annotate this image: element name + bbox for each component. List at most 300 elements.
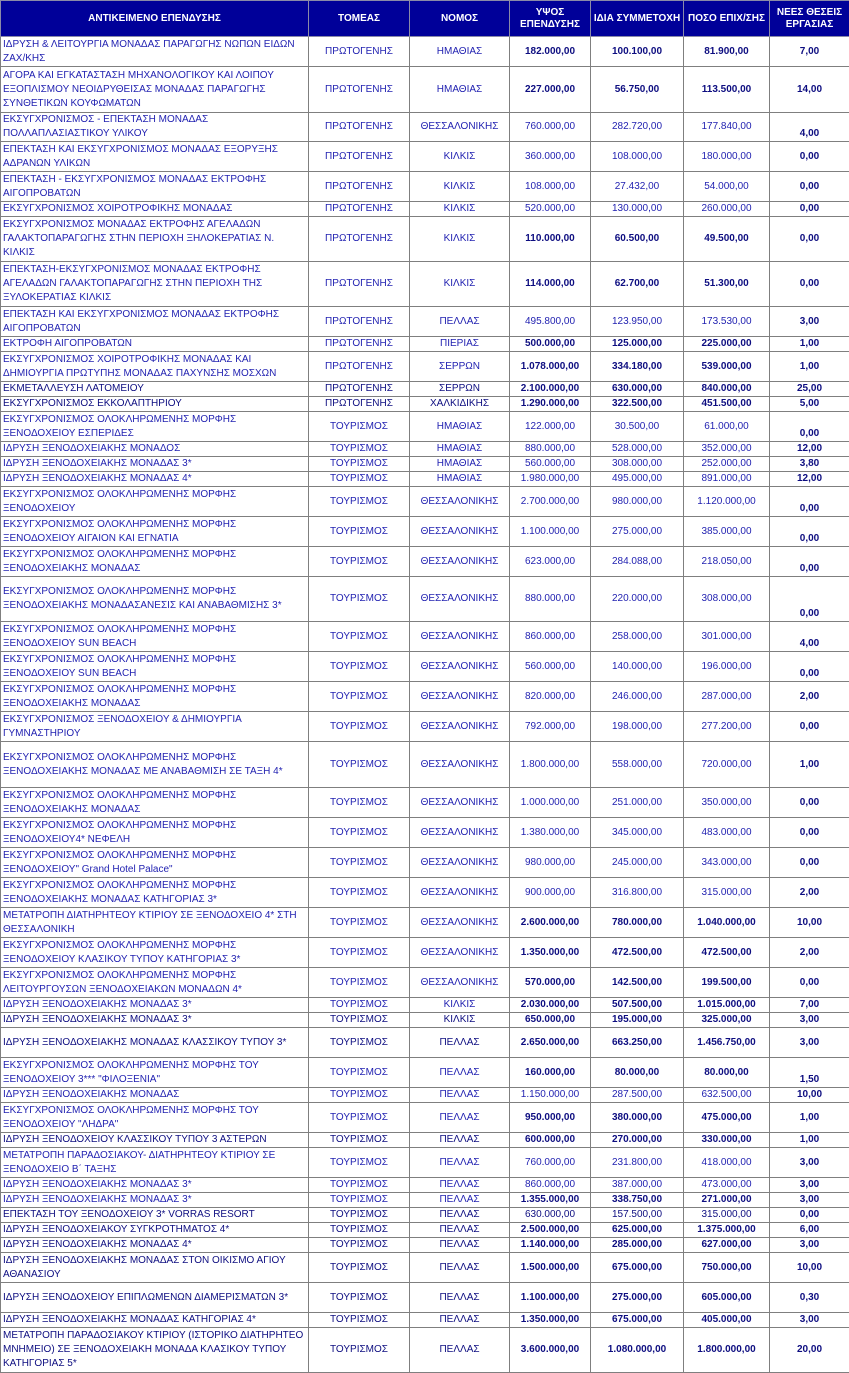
- sector-cell: ΠΡΩΤΟΓΕΝΗΣ: [309, 172, 410, 202]
- new-jobs-cell: 3,00: [770, 1178, 849, 1193]
- investment-amount-cell: 560.000,00: [510, 652, 591, 682]
- prefecture-cell: ΠΕΛΛΑΣ: [410, 1088, 510, 1103]
- investment-amount-cell: 160.000,00: [510, 1058, 591, 1088]
- investment-amount-cell: 1.100.000,00: [510, 517, 591, 547]
- grant-amount-cell: 405.000,00: [684, 1313, 770, 1328]
- investment-title: ΕΚΣΥΓΧΡΟΝΙΣΜΟΣ ΟΛΟΚΛΗΡΩΜΕΝΗΣ ΜΟΡΦΗΣ ΞΕΝΟΔΟΧΕΙΟΥ SUN BEACH: [1, 652, 309, 682]
- new-jobs-cell: 1,00: [770, 337, 849, 352]
- new-jobs-cell: 0,00: [770, 712, 849, 742]
- prefecture-cell: ΗΜΑΘΙΑΣ: [410, 67, 510, 113]
- prefecture-cell: ΠΙΕΡΙΑΣ: [410, 337, 510, 352]
- table-row: [1, 142, 849, 172]
- sector-cell: ΤΟΥΡΙΣΜΟΣ: [309, 1058, 410, 1088]
- prefecture-cell: ΠΕΛΛΑΣ: [410, 1193, 510, 1208]
- prefecture-cell: ΠΕΛΛΑΣ: [410, 1028, 510, 1058]
- sector-cell: ΤΟΥΡΙΣΜΟΣ: [309, 1223, 410, 1238]
- sector-cell: ΤΟΥΡΙΣΜΟΣ: [309, 577, 410, 622]
- prefecture-cell: ΚΙΛΚΙΣ: [410, 1013, 510, 1028]
- new-jobs-cell: 4,00: [770, 622, 849, 652]
- sector-cell: ΠΡΩΤΟΓΕΝΗΣ: [309, 142, 410, 172]
- prefecture-cell: ΣΕΡΡΩΝ: [410, 382, 510, 397]
- sector-cell: ΤΟΥΡΙΣΜΟΣ: [309, 1103, 410, 1133]
- investment-title: ΕΚΣΥΓΧΡΟΝΙΣΜΟΣ ΟΛΟΚΛΗΡΩΜΕΝΗΣ ΜΟΡΦΗΣ ΤΟΥ ΞΕΝΟΔΟΧΕΙΟΥ 3*** "ΦΙΛΟΞΕΝΙΑ": [1, 1058, 309, 1088]
- table-row: [1, 487, 849, 517]
- investment-amount-cell: 1.140.000,00: [510, 1238, 591, 1253]
- sector-cell: ΤΟΥΡΙΣΜΟΣ: [309, 1088, 410, 1103]
- table-row: [1, 1193, 849, 1208]
- own-contribution-cell: 780.000,00: [591, 908, 684, 938]
- table-row: [1, 1238, 849, 1253]
- prefecture-cell: ΠΕΛΛΑΣ: [410, 1313, 510, 1328]
- prefecture-cell: ΠΕΛΛΑΣ: [410, 1178, 510, 1193]
- investment-amount-cell: 495.800,00: [510, 307, 591, 337]
- investment-amount-cell: 630.000,00: [510, 1208, 591, 1223]
- new-jobs-cell: 0,00: [770, 652, 849, 682]
- own-contribution-cell: 246.000,00: [591, 682, 684, 712]
- investment-title: ΕΚΣΥΓΧΡΟΝΙΣΜΟΣ - ΕΠΕΚΤΑΣΗ ΜΟΝΑΔΑΣ ΠΟΛΛΑΠΛΑΣΙΑΣΤΙΚΟΥ ΥΛΙΚΟΥ: [1, 113, 309, 142]
- own-contribution-cell: 334.180,00: [591, 352, 684, 382]
- own-contribution-cell: 675.000,00: [591, 1313, 684, 1328]
- table-row: [1, 712, 849, 742]
- new-jobs-cell: 1,00: [770, 352, 849, 382]
- table-row: [1, 818, 849, 848]
- prefecture-cell: ΗΜΑΘΙΑΣ: [410, 442, 510, 457]
- grant-amount-cell: 61.000,00: [684, 412, 770, 442]
- sector-cell: ΠΡΩΤΟΓΕΝΗΣ: [309, 397, 410, 412]
- table-row: [1, 1313, 849, 1328]
- investment-amount-cell: 600.000,00: [510, 1133, 591, 1148]
- new-jobs-cell: 10,00: [770, 1088, 849, 1103]
- investment-amount-cell: 500.000,00: [510, 337, 591, 352]
- new-jobs-cell: 0,30: [770, 1283, 849, 1313]
- grant-amount-cell: 330.000,00: [684, 1133, 770, 1148]
- sector-cell: ΤΟΥΡΙΣΜΟΣ: [309, 457, 410, 472]
- header-prefecture: ΝΟΜΟΣ: [410, 1, 510, 37]
- investment-amount-cell: 880.000,00: [510, 577, 591, 622]
- investment-amount-cell: 760.000,00: [510, 1148, 591, 1178]
- grant-amount-cell: 252.000,00: [684, 457, 770, 472]
- own-contribution-cell: 195.000,00: [591, 1013, 684, 1028]
- prefecture-cell: ΠΕΛΛΑΣ: [410, 307, 510, 337]
- investment-title: ΕΚΣΥΓΧΡΟΝΙΣΜΟΣ ΟΛΟΚΛΗΡΩΜΕΝΗΣ ΜΟΡΦΗΣ ΞΕΝΟΔΟΧΕΙΑΚΗΣ ΜΟΝΑΔΑΣ: [1, 788, 309, 818]
- new-jobs-cell: 0,00: [770, 577, 849, 622]
- grant-amount-cell: 80.000,00: [684, 1058, 770, 1088]
- own-contribution-cell: 60.500,00: [591, 217, 684, 262]
- table-row: [1, 113, 849, 142]
- sector-cell: ΠΡΩΤΟΓΕΝΗΣ: [309, 382, 410, 397]
- new-jobs-cell: 0,00: [770, 262, 849, 307]
- prefecture-cell: ΘΕΣΣΑΛΟΝΙΚΗΣ: [410, 848, 510, 878]
- investment-amount-cell: 900.000,00: [510, 878, 591, 908]
- investment-title: ΙΔΡΥΣΗ ΞΕΝΟΔΟΧΕΙΟΥ ΕΠΙΠΛΩΜΕΝΩΝ ΔΙΑΜΕΡΙΣΜΑΤΩΝ 3*: [1, 1283, 309, 1313]
- own-contribution-cell: 140.000,00: [591, 652, 684, 682]
- prefecture-cell: ΗΜΑΘΙΑΣ: [410, 37, 510, 67]
- sector-cell: ΤΟΥΡΙΣΜΟΣ: [309, 547, 410, 577]
- grant-amount-cell: 840.000,00: [684, 382, 770, 397]
- table-row: [1, 412, 849, 442]
- grant-amount-cell: 271.000,00: [684, 1193, 770, 1208]
- grant-amount-cell: 1.800.000,00: [684, 1328, 770, 1373]
- grant-amount-cell: 891.000,00: [684, 472, 770, 487]
- own-contribution-cell: 80.000,00: [591, 1058, 684, 1088]
- grant-amount-cell: 1.120.000,00: [684, 487, 770, 517]
- own-contribution-cell: 62.700,00: [591, 262, 684, 307]
- investment-amount-cell: 1.000.000,00: [510, 788, 591, 818]
- own-contribution-cell: 625.000,00: [591, 1223, 684, 1238]
- sector-cell: ΠΡΩΤΟΓΕΝΗΣ: [309, 67, 410, 113]
- investment-title: ΕΚΜΕΤΑΛΛΕΥΣΗ ΛΑΤΟΜΕΙΟΥ: [1, 382, 309, 397]
- own-contribution-cell: 528.000,00: [591, 442, 684, 457]
- investment-amount-cell: 560.000,00: [510, 457, 591, 472]
- grant-amount-cell: 475.000,00: [684, 1103, 770, 1133]
- grant-amount-cell: 260.000,00: [684, 202, 770, 217]
- investment-amount-cell: 1.078.000,00: [510, 352, 591, 382]
- investment-title: ΙΔΡΥΣΗ ΞΕΝΟΔΟΧΕΙΑΚΗΣ ΜΟΝΑΔΑΣ 3*: [1, 1178, 309, 1193]
- own-contribution-cell: 630.000,00: [591, 382, 684, 397]
- sector-cell: ΤΟΥΡΙΣΜΟΣ: [309, 1178, 410, 1193]
- grant-amount-cell: 539.000,00: [684, 352, 770, 382]
- prefecture-cell: ΗΜΑΘΙΑΣ: [410, 457, 510, 472]
- grant-amount-cell: 1.015.000,00: [684, 998, 770, 1013]
- own-contribution-cell: 125.000,00: [591, 337, 684, 352]
- own-contribution-cell: 558.000,00: [591, 742, 684, 788]
- own-contribution-cell: 380.000,00: [591, 1103, 684, 1133]
- investment-amount-cell: 108.000,00: [510, 172, 591, 202]
- investment-amount-cell: 122.000,00: [510, 412, 591, 442]
- new-jobs-cell: 2,00: [770, 682, 849, 712]
- sector-cell: ΠΡΩΤΟΓΕΝΗΣ: [309, 113, 410, 142]
- new-jobs-cell: 3,00: [770, 1313, 849, 1328]
- investment-title: ΕΠΕΚΤΑΣΗ ΚΑΙ ΕΚΣΥΓΧΡΟΝΙΣΜΟΣ ΜΟΝΑΔΑΣ ΕΞΟΡΥΞΗΣ ΑΔΡΑΝΩΝ ΥΛΙΚΩΝ: [1, 142, 309, 172]
- new-jobs-cell: 3,00: [770, 1148, 849, 1178]
- investment-title: ΕΚΣΥΓΧΡΟΝΙΣΜΟΣ ΟΛΟΚΛΗΡΩΜΕΝΗΣ ΜΟΡΦΗΣ ΞΕΝΟΔΟΧΕΙΟΥ ΑΙΓΑΙΟΝ ΚΑΙ ΕΓΝΑΤΙΑ: [1, 517, 309, 547]
- prefecture-cell: ΚΙΛΚΙΣ: [410, 172, 510, 202]
- table-row: [1, 457, 849, 472]
- table-row: [1, 622, 849, 652]
- sector-cell: ΤΟΥΡΙΣΜΟΣ: [309, 968, 410, 998]
- investment-title: ΜΕΤΑΤΡΟΠΗ ΠΑΡΑΔΟΣΙΑΚΟΥ ΚΤΙΡΙΟΥ (ΙΣΤΟΡΙΚΟ ΔΙΑΤΗΡΗΤΕΟ ΜΝΗΜΕΙΟ) ΣΕ ΞΕΝΟΔΟΧΕΙΑΚΗ ΜΟΝΑΔΑ ΚΛΑΣΙΚΟΥ ΤΥΠΟΥ ΚΑΤΗΓΟΡΙΑΣ 5*: [1, 1328, 309, 1373]
- table-row: [1, 202, 849, 217]
- prefecture-cell: ΠΕΛΛΑΣ: [410, 1328, 510, 1373]
- grant-amount-cell: 54.000,00: [684, 172, 770, 202]
- grant-amount-cell: 1.040.000,00: [684, 908, 770, 938]
- prefecture-cell: ΘΕΣΣΑΛΟΝΙΚΗΣ: [410, 938, 510, 968]
- table-row: [1, 1148, 849, 1178]
- table-row: [1, 1223, 849, 1238]
- investment-amount-cell: 980.000,00: [510, 848, 591, 878]
- prefecture-cell: ΘΕΣΣΑΛΟΝΙΚΗΣ: [410, 682, 510, 712]
- investment-amount-cell: 950.000,00: [510, 1103, 591, 1133]
- new-jobs-cell: 0,00: [770, 487, 849, 517]
- investment-title: ΕΚΣΥΓΧΡΟΝΙΣΜΟΣ ΕΚΚΟΛΑΠΤΗΡΙΟΥ: [1, 397, 309, 412]
- table-row: [1, 1088, 849, 1103]
- investment-amount-cell: 520.000,00: [510, 202, 591, 217]
- own-contribution-cell: 284.088,00: [591, 547, 684, 577]
- own-contribution-cell: 472.500,00: [591, 938, 684, 968]
- own-contribution-cell: 220.000,00: [591, 577, 684, 622]
- investment-title: ΙΔΡΥΣΗ ΞΕΝΟΔΟΧΕΙΑΚΗΣ ΜΟΝΑΔΑΣ 3*: [1, 998, 309, 1013]
- prefecture-cell: ΠΕΛΛΑΣ: [410, 1058, 510, 1088]
- investment-title: ΕΠΕΚΤΑΣΗ ΚΑΙ ΕΚΣΥΓΧΡΟΝΙΣΜΟΣ ΜΟΝΑΔΑΣ ΕΚΤΡΟΦΗΣ ΑΙΓΟΠΡΟΒΑΤΩΝ: [1, 307, 309, 337]
- sector-cell: ΠΡΩΤΟΓΕΝΗΣ: [309, 337, 410, 352]
- sector-cell: ΤΟΥΡΙΣΜΟΣ: [309, 908, 410, 938]
- prefecture-cell: ΣΕΡΡΩΝ: [410, 352, 510, 382]
- own-contribution-cell: 287.500,00: [591, 1088, 684, 1103]
- investment-amount-cell: 1.500.000,00: [510, 1253, 591, 1283]
- table-row: [1, 352, 849, 382]
- new-jobs-cell: 1,00: [770, 1103, 849, 1133]
- own-contribution-cell: 27.432,00: [591, 172, 684, 202]
- prefecture-cell: ΠΕΛΛΑΣ: [410, 1103, 510, 1133]
- investment-amount-cell: 1.100.000,00: [510, 1283, 591, 1313]
- sector-cell: ΤΟΥΡΙΣΜΟΣ: [309, 1283, 410, 1313]
- sector-cell: ΤΟΥΡΙΣΜΟΣ: [309, 1238, 410, 1253]
- own-contribution-cell: 231.800,00: [591, 1148, 684, 1178]
- own-contribution-cell: 338.750,00: [591, 1193, 684, 1208]
- sector-cell: ΤΟΥΡΙΣΜΟΣ: [309, 998, 410, 1013]
- investment-title: ΙΔΡΥΣΗ & ΛΕΙΤΟΥΡΓΙΑ ΜΟΝΑΔΑΣ ΠΑΡΑΓΩΓΗΣ ΝΩΠΩΝ ΕΙΔΩΝ ΖΑΧ/ΚΗΣ: [1, 37, 309, 67]
- table-row: [1, 1013, 849, 1028]
- investment-title: ΕΚΣΥΓΧΡΟΝΙΣΜΟΣ ΟΛΟΚΛΗΡΩΜΕΝΗΣ ΜΟΡΦΗΣ ΞΕΝΟΔΟΧΕΙΑΚΗΣ ΜΟΝΑΔΑΣ ΚΑΤΗΓΟΡΙΑΣ 3*: [1, 878, 309, 908]
- investment-amount-cell: 880.000,00: [510, 442, 591, 457]
- header-own-contribution: ΙΔΙΑ ΣΥΜΜΕΤΟΧΗ: [591, 1, 684, 37]
- grant-amount-cell: 277.200,00: [684, 712, 770, 742]
- own-contribution-cell: 345.000,00: [591, 818, 684, 848]
- grant-amount-cell: 627.000,00: [684, 1238, 770, 1253]
- table-row: [1, 517, 849, 547]
- own-contribution-cell: 495.000,00: [591, 472, 684, 487]
- new-jobs-cell: 0,00: [770, 547, 849, 577]
- sector-cell: ΠΡΩΤΟΓΕΝΗΣ: [309, 262, 410, 307]
- own-contribution-cell: 1.080.000,00: [591, 1328, 684, 1373]
- investment-title: ΕΚΣΥΓΧΡΟΝΙΣΜΟΣ ΟΛΟΚΛΗΡΩΜΕΝΗΣ ΜΟΡΦΗΣ ΞΕΝΟΔΟΧΕΙΑΚΗΣ ΜΟΝΑΔΑΣΑΝΕΣΙΣ ΚΑΙ ΑΝΑΒΑΘΜΙΣΗΣ 3*: [1, 577, 309, 622]
- sector-cell: ΠΡΩΤΟΓΕΝΗΣ: [309, 217, 410, 262]
- header-new-jobs: ΝΕΕΣ ΘΕΣΕΙΣ ΕΡΓΑΣΙΑΣ: [770, 1, 849, 37]
- investment-amount-cell: 3.600.000,00: [510, 1328, 591, 1373]
- grant-amount-cell: 225.000,00: [684, 337, 770, 352]
- new-jobs-cell: 0,00: [770, 788, 849, 818]
- sector-cell: ΤΟΥΡΙΣΜΟΣ: [309, 878, 410, 908]
- sector-cell: ΤΟΥΡΙΣΜΟΣ: [309, 472, 410, 487]
- grant-amount-cell: 632.500,00: [684, 1088, 770, 1103]
- own-contribution-cell: 198.000,00: [591, 712, 684, 742]
- sector-cell: ΤΟΥΡΙΣΜΟΣ: [309, 682, 410, 712]
- grant-amount-cell: 472.500,00: [684, 938, 770, 968]
- investment-amount-cell: 1.150.000,00: [510, 1088, 591, 1103]
- table-row: [1, 37, 849, 67]
- table-row: [1, 1283, 849, 1313]
- grant-amount-cell: 343.000,00: [684, 848, 770, 878]
- new-jobs-cell: 3,00: [770, 1028, 849, 1058]
- sector-cell: ΠΡΩΤΟΓΕΝΗΣ: [309, 37, 410, 67]
- new-jobs-cell: 0,00: [770, 1208, 849, 1223]
- new-jobs-cell: 1,50: [770, 1058, 849, 1088]
- table-row: [1, 682, 849, 712]
- table-row: [1, 577, 849, 622]
- table-row: [1, 472, 849, 487]
- sector-cell: ΠΡΩΤΟΓΕΝΗΣ: [309, 307, 410, 337]
- prefecture-cell: ΘΕΣΣΑΛΟΝΙΚΗΣ: [410, 547, 510, 577]
- investment-title: ΙΔΡΥΣΗ ΞΕΝΟΔΟΧΕΙΑΚΗΣ ΜΟΝΑΔΑΣ 3*: [1, 1013, 309, 1028]
- sector-cell: ΠΡΩΤΟΓΕΝΗΣ: [309, 202, 410, 217]
- grant-amount-cell: 451.500,00: [684, 397, 770, 412]
- investment-amount-cell: 860.000,00: [510, 1178, 591, 1193]
- table-row: [1, 67, 849, 113]
- investment-amount-cell: 182.000,00: [510, 37, 591, 67]
- grant-amount-cell: 218.050,00: [684, 547, 770, 577]
- investment-title: ΙΔΡΥΣΗ ΞΕΝΟΔΟΧΕΙΑΚΗΣ ΜΟΝΑΔΑΣ ΚΑΤΗΓΟΡΙΑΣ 4*: [1, 1313, 309, 1328]
- prefecture-cell: ΗΜΑΘΙΑΣ: [410, 472, 510, 487]
- prefecture-cell: ΘΕΣΣΑΛΟΝΙΚΗΣ: [410, 487, 510, 517]
- prefecture-cell: ΠΕΛΛΑΣ: [410, 1133, 510, 1148]
- new-jobs-cell: 3,00: [770, 307, 849, 337]
- investment-title: ΙΔΡΥΣΗ ΞΕΝΟΔΟΧΕΙΑΚΗΣ ΜΟΝΑΔΑΣ ΣΤΟΝ ΟΙΚΙΣΜΟ ΑΓΙΟΥ ΑΘΑΝΑΣΙΟΥ: [1, 1253, 309, 1283]
- sector-cell: ΤΟΥΡΙΣΜΟΣ: [309, 848, 410, 878]
- investment-amount-cell: 2.600.000,00: [510, 908, 591, 938]
- prefecture-cell: ΠΕΛΛΑΣ: [410, 1148, 510, 1178]
- own-contribution-cell: 142.500,00: [591, 968, 684, 998]
- investment-amount-cell: 227.000,00: [510, 67, 591, 113]
- prefecture-cell: ΠΕΛΛΑΣ: [410, 1253, 510, 1283]
- prefecture-cell: ΠΕΛΛΑΣ: [410, 1283, 510, 1313]
- sector-cell: ΤΟΥΡΙΣΜΟΣ: [309, 742, 410, 788]
- grant-amount-cell: 287.000,00: [684, 682, 770, 712]
- prefecture-cell: ΘΕΣΣΑΛΟΝΙΚΗΣ: [410, 622, 510, 652]
- own-contribution-cell: 980.000,00: [591, 487, 684, 517]
- investment-title: ΕΚΣΥΓΧΡΟΝΙΣΜΟΣ ΟΛΟΚΛΗΡΩΜΕΝΗΣ ΜΟΡΦΗΣ ΞΕΝΟΔΟΧΕΙΑΚΗΣ ΜΟΝΑΔΑΣ: [1, 682, 309, 712]
- prefecture-cell: ΘΕΣΣΑΛΟΝΙΚΗΣ: [410, 818, 510, 848]
- grant-amount-cell: 473.000,00: [684, 1178, 770, 1193]
- table-row: [1, 172, 849, 202]
- new-jobs-cell: 1,00: [770, 1133, 849, 1148]
- table-row: [1, 878, 849, 908]
- prefecture-cell: ΚΙΛΚΙΣ: [410, 202, 510, 217]
- own-contribution-cell: 123.950,00: [591, 307, 684, 337]
- investment-title: ΙΔΡΥΣΗ ΞΕΝΟΔΟΧΕΙΑΚΗΣ ΜΟΝΑΔΑΣ 4*: [1, 1238, 309, 1253]
- table-row: [1, 217, 849, 262]
- investment-title: ΜΕΤΑΤΡΟΠΗ ΠΑΡΑΔΟΣΙΑΚΟΥ- ΔΙΑΤΗΡΗΤΕΟΥ ΚΤΙΡΙΟΥ ΣΕ ΞΕΝΟΔΟΧΕΙΟ Β΄ ΤΑΞΗΣ: [1, 1148, 309, 1178]
- investment-amount-cell: 1.350.000,00: [510, 1313, 591, 1328]
- sector-cell: ΤΟΥΡΙΣΜΟΣ: [309, 412, 410, 442]
- investment-title: ΕΠΕΚΤΑΣΗ ΤΟΥ ΞΕΝΟΔΟΧΕΙΟΥ 3* VORRAS RESORT: [1, 1208, 309, 1223]
- new-jobs-cell: 0,00: [770, 202, 849, 217]
- investment-amount-cell: 792.000,00: [510, 712, 591, 742]
- prefecture-cell: ΚΙΛΚΙΣ: [410, 262, 510, 307]
- sector-cell: ΤΟΥΡΙΣΜΟΣ: [309, 622, 410, 652]
- investment-amount-cell: 2.650.000,00: [510, 1028, 591, 1058]
- table-row: [1, 968, 849, 998]
- table-row: [1, 382, 849, 397]
- new-jobs-cell: 0,00: [770, 172, 849, 202]
- investment-title: ΙΔΡΥΣΗ ΞΕΝΟΔΟΧΕΙΑΚΗΣ ΜΟΝΑΔΟΣ: [1, 442, 309, 457]
- new-jobs-cell: 0,00: [770, 818, 849, 848]
- investment-title: ΕΚΣΥΓΧΡΟΝΙΣΜΟΣ ΟΛΟΚΛΗΡΩΜΕΝΗΣ ΜΟΡΦΗΣ ΞΕΝΟΔΟΧΕΙΟΥ" Grand Hotel Palace": [1, 848, 309, 878]
- own-contribution-cell: 157.500,00: [591, 1208, 684, 1223]
- table-row: [1, 337, 849, 352]
- investment-title: ΙΔΡΥΣΗ ΞΕΝΟΔΟΧΕΙΟΥ ΚΛΑΣΣΙΚΟΥ ΤΥΠΟΥ 3 ΑΣΤΕΡΩΝ: [1, 1133, 309, 1148]
- prefecture-cell: ΘΕΣΣΑΛΟΝΙΚΗΣ: [410, 113, 510, 142]
- prefecture-cell: ΘΕΣΣΑΛΟΝΙΚΗΣ: [410, 788, 510, 818]
- investment-amount-cell: 1.350.000,00: [510, 938, 591, 968]
- investment-amount-cell: 1.980.000,00: [510, 472, 591, 487]
- new-jobs-cell: 10,00: [770, 908, 849, 938]
- new-jobs-cell: 10,00: [770, 1253, 849, 1283]
- grant-amount-cell: 385.000,00: [684, 517, 770, 547]
- table-row: [1, 908, 849, 938]
- new-jobs-cell: 0,00: [770, 412, 849, 442]
- grant-amount-cell: 177.840,00: [684, 113, 770, 142]
- header-investment-amount: ΥΨΟΣ ΕΠΕΝΔΥΣΗΣ: [510, 1, 591, 37]
- new-jobs-cell: 0,00: [770, 217, 849, 262]
- grant-amount-cell: 308.000,00: [684, 577, 770, 622]
- investment-amount-cell: 623.000,00: [510, 547, 591, 577]
- own-contribution-cell: 270.000,00: [591, 1133, 684, 1148]
- prefecture-cell: ΠΕΛΛΑΣ: [410, 1208, 510, 1223]
- prefecture-cell: ΘΕΣΣΑΛΟΝΙΚΗΣ: [410, 517, 510, 547]
- sector-cell: ΤΟΥΡΙΣΜΟΣ: [309, 1133, 410, 1148]
- table-row: [1, 442, 849, 457]
- sector-cell: ΤΟΥΡΙΣΜΟΣ: [309, 652, 410, 682]
- prefecture-cell: ΠΕΛΛΑΣ: [410, 1223, 510, 1238]
- own-contribution-cell: 507.500,00: [591, 998, 684, 1013]
- investment-title: ΕΚΣΥΓΧΡΟΝΙΣΜΟΣ ΟΛΟΚΛΗΡΩΜΕΝΗΣ ΜΟΡΦΗΣ ΞΕΝΟΔΟΧΕΙΟΥ ΕΣΠΕΡΙΔΕΣ: [1, 412, 309, 442]
- sector-cell: ΤΟΥΡΙΣΜΟΣ: [309, 818, 410, 848]
- new-jobs-cell: 5,00: [770, 397, 849, 412]
- table-row: [1, 848, 849, 878]
- own-contribution-cell: 275.000,00: [591, 517, 684, 547]
- investment-title: ΕΚΣΥΓΧΡΟΝΙΣΜΟΣ ΜΟΝΑΔΑΣ ΕΚΤΡΟΦΗΣ ΑΓΕΛΑΔΩΝ ΓΑΛΑΚΤΟΠΑΡΑΓΩΓΗΣ ΣΤΗΝ ΠΕΡΙΟΧΗ ΞΗΛΟΚΕΡΑΤΙΑΣ Ν. ΚΙΛΚΙΣ: [1, 217, 309, 262]
- prefecture-cell: ΘΕΣΣΑΛΟΝΙΚΗΣ: [410, 968, 510, 998]
- sector-cell: ΠΡΩΤΟΓΕΝΗΣ: [309, 352, 410, 382]
- investment-title: ΕΚΣΥΓΧΡΟΝΙΣΜΟΣ ΟΛΟΚΛΗΡΩΜΕΝΗΣ ΜΟΡΦΗΣ ΞΕΝΟΔΟΧΕΙΟΥ: [1, 487, 309, 517]
- investment-amount-cell: 2.700.000,00: [510, 487, 591, 517]
- own-contribution-cell: 322.500,00: [591, 397, 684, 412]
- new-jobs-cell: 3,00: [770, 1238, 849, 1253]
- table-row: [1, 397, 849, 412]
- header-investment-subject: ΑΝΤΙΚΕΙΜΕΝΟ ΕΠΕΝΔΥΣΗΣ: [1, 1, 309, 37]
- sector-cell: ΤΟΥΡΙΣΜΟΣ: [309, 1013, 410, 1028]
- sector-cell: ΤΟΥΡΙΣΜΟΣ: [309, 1028, 410, 1058]
- prefecture-cell: ΚΙΛΚΙΣ: [410, 142, 510, 172]
- new-jobs-cell: 12,00: [770, 442, 849, 457]
- grant-amount-cell: 199.500,00: [684, 968, 770, 998]
- investment-amount-cell: 820.000,00: [510, 682, 591, 712]
- new-jobs-cell: 3,80: [770, 457, 849, 472]
- grant-amount-cell: 1.375.000,00: [684, 1223, 770, 1238]
- own-contribution-cell: 275.000,00: [591, 1283, 684, 1313]
- new-jobs-cell: 0,00: [770, 848, 849, 878]
- new-jobs-cell: 12,00: [770, 472, 849, 487]
- new-jobs-cell: 0,00: [770, 968, 849, 998]
- own-contribution-cell: 30.500,00: [591, 412, 684, 442]
- table-body: [1, 37, 849, 1373]
- new-jobs-cell: 6,00: [770, 1223, 849, 1238]
- new-jobs-cell: 1,00: [770, 742, 849, 788]
- own-contribution-cell: 663.250,00: [591, 1028, 684, 1058]
- investment-amount-cell: 2.030.000,00: [510, 998, 591, 1013]
- table-header: [1, 1, 849, 37]
- investment-title: ΕΠΕΚΤΑΣΗ-ΕΚΣΥΓΧΡΟΝΙΣΜΟΣ ΜΟΝΑΔΑΣ ΕΚΤΡΟΦΗΣ ΑΓΕΛΑΔΩΝ ΓΑΛΑΚΤΟΠΑΡΑΓΩΓΗΣ ΣΤΗΝ ΠΕΡΙΟΧΗ ΤΗΣ ΞΥΛΟΚΕΡΑΤΙΑΣ ΚΙΛΚΙΣ: [1, 262, 309, 307]
- prefecture-cell: ΠΕΛΛΑΣ: [410, 1238, 510, 1253]
- sector-cell: ΤΟΥΡΙΣΜΟΣ: [309, 1193, 410, 1208]
- new-jobs-cell: 14,00: [770, 67, 849, 113]
- investment-title: ΜΕΤΑΤΡΟΠΗ ΔΙΑΤΗΡΗΤΕΟΥ ΚΤΙΡΙΟΥ ΣΕ ΞΕΝΟΔΟΧΕΙΟ 4* ΣΤΗ ΘΕΣΣΑΛΟΝΙΚΗ: [1, 908, 309, 938]
- table-row: [1, 1058, 849, 1088]
- investment-amount-cell: 110.000,00: [510, 217, 591, 262]
- own-contribution-cell: 387.000,00: [591, 1178, 684, 1193]
- grant-amount-cell: 350.000,00: [684, 788, 770, 818]
- prefecture-cell: ΘΕΣΣΑΛΟΝΙΚΗΣ: [410, 652, 510, 682]
